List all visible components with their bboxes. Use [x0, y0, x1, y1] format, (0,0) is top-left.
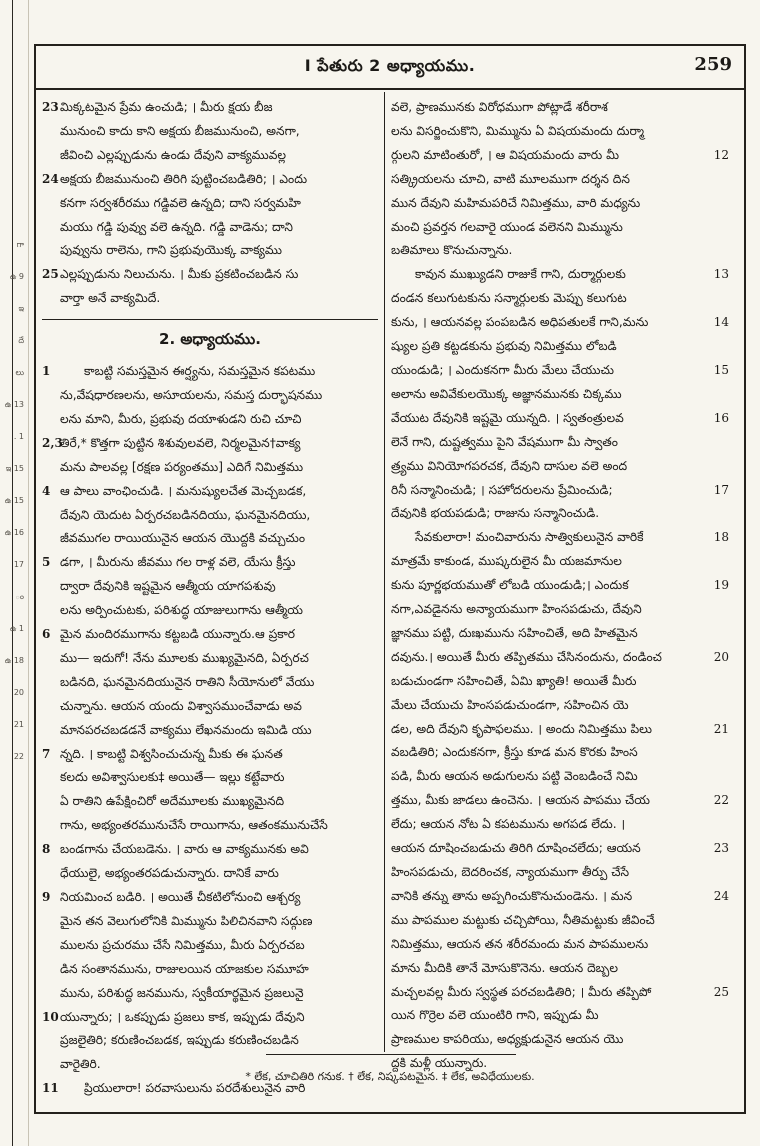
margin-mark: . 1: [13, 432, 24, 441]
verse-number: 25: [42, 267, 59, 282]
margin-mark: 21: [13, 720, 24, 729]
verse-text: మాను మీదికి తానే మోసుకొనెను. ఆయన దెబ్బల: [391, 960, 618, 975]
verse-line: [42, 575, 378, 599]
verse-text: ధేయులై, అభ్యంతరపడుచున్నారు. దానికే వారు: [60, 866, 279, 881]
verse-text: డిన సంతానమును, రాజులయిన యాజకుల సమూహ: [60, 961, 309, 976]
verse-text: ములను ప్రచురము చేసే నిమిత్తము, మీరు ఏర్పరచబ: [60, 937, 305, 952]
verse-line: [391, 431, 729, 455]
verse-line: [391, 502, 729, 526]
verse-text: దేవునికి భయపడుడి; రాజును సన్మానించుడి.: [391, 506, 600, 521]
verse-line: [391, 1028, 729, 1052]
verse-text: మను పాలవల్ల [రక్షణ పర్యంతము] ఎదిగే నిమిత్తము: [60, 459, 304, 474]
verse-line: [42, 647, 378, 671]
verse-number: 15: [713, 362, 729, 377]
verse-text: త్ర్యము వినియోగపరచక, దేవుని దాసుల వలె అంద: [391, 458, 628, 473]
verse-number: 16: [713, 410, 729, 425]
verse-text: దండన కలుగుటకును సన్మార్గులకు మెప్పు కలుగుట: [391, 291, 627, 306]
margin-mark: ఉ 9: [9, 272, 24, 281]
verse-line: [391, 694, 729, 718]
verse-text: డగా, । మీరును జీవము గల రాళ్ల వలె, యేసు క్రీస్తు: [60, 555, 296, 570]
verse-text: ద్వారా దేవునికి ఇష్టమైన ఆత్మీయ యాగపశువు: [60, 579, 276, 594]
verse-number: 22: [713, 793, 729, 808]
margin-mark: ఉ 13: [4, 400, 24, 409]
verse-text: మాత్రమే కాకుండ, ముష్కరులైన మీ యజమానుల: [391, 554, 622, 569]
verse-number: 19: [713, 578, 729, 593]
verse-text: ద్దకి మళ్లీ యున్నారు.: [391, 1056, 488, 1071]
verse-line: [42, 934, 378, 958]
right-column-verses: [391, 96, 729, 1076]
verse-number: 8: [42, 842, 51, 857]
verse-text: తిరే,* కొత్తగా పుట్టిన శిశువులవలె, నిర్మలమైన†వాక్య: [60, 435, 301, 450]
page-title: I పేతురు 2 అధ్యాయము.: [304, 56, 476, 75]
verse-number: 18: [713, 530, 729, 545]
margin-mark: ఇ: [18, 304, 24, 313]
verse-text: కాబట్టి సమస్తమైన ఈర్ష్యను, సమస్తమైన కపటము: [84, 364, 316, 379]
verse-text: మును, పరిశుద్ధ జనమును, స్వకీయార్థమైన ప్రజలునై: [60, 985, 304, 1000]
verse-number: 5: [42, 555, 51, 570]
verse-line: [391, 957, 729, 981]
verse-number: 13: [713, 267, 729, 282]
verse-text: దేవుని యెదుట ఏర్పరచబడినదియు, ఘనమైనదియు,: [60, 507, 311, 522]
verse-text: సేవకులారా! మంచివారును సాత్వికులునైన వారికే: [415, 530, 644, 545]
verse-line: [42, 432, 378, 456]
verse-text: ఏ రాతిని ఉపేక్షించిరో అదేమూలకు ముఖ్యమైనది: [60, 794, 285, 809]
margin-rule: [12, 0, 13, 1146]
verse-line: [391, 144, 729, 168]
verse-line: [42, 192, 378, 216]
verse-text: వబడితిరి; ఎందుకనగా, క్రీస్తు కూడ మన కొరకు హింస: [391, 745, 638, 760]
margin-mark: 22: [13, 752, 24, 761]
verse-number: 14: [713, 315, 729, 330]
verse-line: [391, 359, 729, 383]
verse-line: [391, 192, 729, 216]
right-column: [391, 96, 729, 1071]
verse-text: హింసపడుచు, బెదరించక, న్యాయముగా తీర్పు చేసే: [391, 865, 630, 879]
verse-line: [391, 311, 729, 335]
verse-text: లను అర్పించుటకు, పరిశుద్ధ యాజులుగాను ఆత్మీయ: [60, 603, 303, 618]
margin-mark: లు: [15, 368, 24, 377]
verse-text: జ్ఞానము పట్టి, దుఃఖమును సహించితే, అది హితమైన: [391, 625, 638, 640]
verse-line: [42, 599, 378, 623]
verse-text: వలె, ప్రాణమునకు విరోధముగా పోట్లాడే శరీరాశ: [391, 100, 608, 114]
verse-text: లను విసర్జించుకొని, మిమ్మును ఏ విషయమందు దుర్మా: [391, 123, 644, 138]
verse-number: 6: [42, 627, 51, 642]
verse-number: 23: [42, 100, 59, 114]
verse-number: 24: [713, 888, 729, 903]
verse-text: మైన మందిరముగాను కట్టబడి యున్నారు.ఆ ప్రకార: [60, 627, 296, 642]
verse-text: లెనే గాని, దుష్టత్వము పైని వేషముగా మీ స్వాతం: [391, 434, 618, 449]
left-column: [42, 96, 378, 1096]
verse-text: సత్క్రియలను చూచి, వాటి మూలముగా దర్శన దిన: [391, 171, 630, 186]
verse-text: వేయుట దేవునికి ఇష్టమై యున్నది. । స్వతంత్రులవ: [391, 410, 624, 425]
verse-text: బడినది, ఘనమైనదియునైన రాతిని సీయోనులో వేయు: [60, 674, 315, 689]
verse-text: వార్తా అనే వాక్యమిదే.: [60, 291, 161, 306]
verse-line: [42, 695, 378, 719]
verse-text: నిమిత్తము, ఆయన తన శరీరమందు మన పాపములను: [391, 936, 649, 951]
verse-line: [391, 383, 729, 407]
verse-line: [391, 598, 729, 622]
verse-number: 12: [713, 147, 729, 162]
footnotes: * లేక, చూచితిరి గనుక. † లేక, నిష్కపటమైన. ‡ లేక, అవిధేయులకు.: [245, 1070, 535, 1083]
verse-line: [391, 574, 729, 598]
verse-line: [42, 504, 378, 528]
verse-line: [42, 886, 378, 910]
verse-line: [42, 814, 378, 838]
verse-text: మయు గడ్డి పువ్వు వలె ఉన్నది. గడ్డి వాడెను; దాని: [60, 219, 293, 234]
verse-line: [42, 168, 378, 192]
verse-line: [42, 480, 378, 504]
verse-line: [42, 766, 378, 790]
column-divider: [384, 92, 385, 1052]
verse-line: [391, 718, 729, 742]
verse-number: 2,3: [42, 435, 63, 450]
verse-text: బడుచుండగా సహించితే, ఏమి ఖ్యాతి! అయితే మీరు: [391, 673, 637, 688]
margin-mark: ఉ 15: [4, 496, 24, 505]
left-column-verses-ch1: [42, 96, 378, 311]
page-number: 259: [694, 54, 732, 75]
verse-text: చున్నాను. ఆయన యందు విశ్వాసముంచేవాడు అవ: [60, 698, 302, 713]
verse-text: మానపరచబడడనే వాక్యము లేఖనమందు ఇమిడి యు: [60, 722, 312, 737]
verse-text: కును పూర్ణభయముతో లోబడి యుండుడి;। ఎందుక: [391, 578, 629, 593]
verse-line: [391, 789, 729, 813]
verse-text: గాను, అభ్యంతరమునుచేసే రాయిగాను, ఆతంకమునుచేసే: [60, 818, 328, 833]
verse-line: [42, 982, 378, 1006]
verse-text: మిక్కటమైన ప్రేమ ఉంచుడి; । మీరు క్షయ బీజ: [60, 100, 273, 114]
margin-mark: ఇ 15: [5, 464, 24, 473]
verse-text: మునుంచి కాదు కాని అక్షయ బీజమునుంచి, అనగా,: [60, 123, 300, 138]
margin-mark: ఉ 1: [9, 624, 24, 633]
verse-text: న్నది. । కాబట్టి విశ్వసించుచున్న మీకు ఈ ఘనత: [60, 746, 283, 761]
verse-text: కును, । ఆయనవల్ల పంపబడిన అధిపతులకే గాని,మను: [391, 315, 649, 330]
verse-text: దవును.। అయితే మీరు తప్పితము చేసినందును, దండించ: [391, 649, 662, 664]
verse-line: [391, 670, 729, 694]
verse-line: [391, 813, 729, 837]
verse-text: ర్గులని మాటింతురో, । ఆ విషయమందు వారు మీ: [391, 147, 620, 162]
verse-text: నియమించ బడిరి. । అయితే చీకటిలోనుంచి ఆశ్చర్య: [60, 890, 301, 904]
margin-mark: ం: [15, 592, 24, 601]
verse-line: [42, 408, 378, 432]
verse-line: [42, 527, 378, 551]
verse-text: త్తము, మీకు జాడలు ఉంచెను. । ఆయన పాపము చేయ: [391, 793, 650, 808]
verse-line: [42, 144, 378, 168]
verse-number: 23: [713, 841, 729, 856]
verse-text: ప్రజలైతిరి; కరుణించబడక, ఇప్పుడు కరుణించబడిన: [60, 1033, 299, 1048]
page-header: [36, 46, 744, 90]
verse-number: 7: [42, 746, 51, 761]
verse-line: [42, 96, 378, 120]
verse-line: [391, 885, 729, 909]
verse-line: [42, 790, 378, 814]
verse-text: యిన గొర్రెల వలె యుంటిరి గాని, ఇప్పుడు మీ: [391, 1008, 599, 1023]
verse-line: [42, 623, 378, 647]
verse-line: [391, 550, 729, 574]
verse-text: డల, అది దేవుని కృపాఫలము. । అందు నిమిత్తము పిలు: [391, 721, 652, 736]
verse-line: [42, 838, 378, 862]
verse-number: 10: [42, 1009, 59, 1024]
left-column-verses-ch2: [42, 360, 378, 1101]
verse-text: జీవించి ఎల్లప్పుడును ఉండు దేవుని వాక్యమువల్ల: [60, 147, 287, 162]
verse-text: కావున ముఖ్యుడని రాజుకే గాని, దుర్మార్గులకు: [415, 267, 626, 282]
verse-text: రినీ సన్మానించుడి; । సహోదరులను ప్రేమించుడి;: [391, 482, 613, 497]
margin-mark: 17: [13, 560, 24, 569]
verse-line: [391, 933, 729, 957]
verse-number: 9: [42, 890, 51, 904]
verse-line: [42, 671, 378, 695]
verse-text: కలదు అవిశ్వాసులకు‡ అయితే— ఇల్లు కట్టేవారు: [60, 770, 285, 785]
verse-line: [391, 239, 729, 263]
verse-text: జీవముగల రాయియునైన ఆయన యొద్దకి వచ్చుచుం: [60, 531, 306, 546]
verse-text: ము పాపముల మట్టుకు చచ్చిపోయి, నీతిమట్టుకు జీవించే: [391, 912, 655, 927]
verse-line: [391, 861, 729, 885]
verse-text: లేదు; ఆయన నోట ఏ కపటమును అగపడ లేదు. ।: [391, 817, 626, 832]
verse-text: పువ్వును రాలెను, గాని ప్రభువుయొక్క వాక్యము: [60, 243, 282, 258]
verse-line: [42, 216, 378, 240]
verse-text: కనగా సర్వశరీరము గడ్డివలె ఉన్నది; దాని సర్వమహి: [60, 195, 301, 210]
verse-text: ఆయన దూషించబడుచు తిరిగి దూషించలేదు; ఆయన: [391, 841, 641, 856]
verse-line: [391, 909, 729, 933]
verse-line: [391, 120, 729, 144]
verse-text: బండగాను చేయబడెను. । వారు ఆ వాక్యమునకు అవి: [60, 842, 309, 857]
verse-line: [42, 862, 378, 886]
verse-text: వానికి తన్ను తాను అప్పగించుకొనుచుండెను. । మన: [391, 888, 633, 903]
verse-line: [391, 96, 729, 120]
verse-line: [42, 360, 378, 384]
verse-text: లను మాని, మీరు, ప్రభువు దయాళుడని రుచి చూచి: [60, 411, 302, 426]
verse-text: ష్యుల ప్రతి కట్టడకును ప్రభువు నిమిత్తము లోబడి: [391, 339, 617, 354]
verse-text: వారైతిరి.: [60, 1057, 101, 1072]
verse-text: ను,వేషధారణలను, అసూయలను, సమస్త దుర్భాషనము: [60, 387, 323, 402]
verse-text: యుండుడి; । ఎందుకనగా మీరు మేలు చేయుచు: [391, 362, 614, 377]
verse-line: [42, 719, 378, 743]
verse-text: ప్రియులారా! పరవాసులును పరదేశులునైన వారి: [84, 1081, 306, 1096]
verse-line: [391, 216, 729, 240]
margin-mark: దే: [18, 336, 24, 345]
verse-line: [391, 287, 729, 311]
chapter-heading: 2. అధ్యాయము.: [42, 319, 378, 352]
page: [34, 44, 746, 1114]
verse-text: ఎల్లప్పుడును నిలుచును. । మీకు ప్రకటించబడిన సు: [60, 267, 299, 282]
verse-number: 21: [713, 721, 729, 736]
margin-mark: ఉ 18: [4, 656, 24, 665]
verse-number: 11: [42, 1081, 59, 1096]
verse-text: అక్షయ బీజమునుంచి తిరిగి పుట్టించబడితిరి; । ఎందు: [60, 171, 308, 186]
verse-text: ము— ఇదుగో! నేను మూలకు ముఖ్యమైనది, ఏర్పరచ: [60, 650, 309, 665]
verse-text: మైన తన వెలుగులోనికి మిమ్మును పిలిచినవాని సద్గుణ: [60, 913, 313, 928]
binding-margin: [0, 0, 29, 1146]
verse-text: మంచి ప్రవర్తన గలవారై యుండ వలెనని మిమ్మును: [391, 219, 623, 234]
verse-text: మచ్చలవల్ల మీరు స్వస్థత పరచబడితిరి; । మీరు తప్పిపో: [391, 984, 652, 999]
verse-line: [391, 335, 729, 359]
verse-number: 24: [42, 171, 59, 186]
verse-line: [42, 1029, 378, 1053]
verse-line: [42, 456, 378, 480]
verse-text: ప్రాణముల కాపరియు, అధ్యక్షుడునైన ఆయన యొ: [391, 1032, 624, 1047]
verse-line: [391, 455, 729, 479]
verse-text: ఆ పాలు వాంఛించుడి. । మనుష్యులచేత మెచ్చబడక,: [60, 483, 307, 498]
verse-number: 1: [42, 364, 51, 379]
verse-number: 17: [713, 482, 729, 497]
verse-text: యున్నారు; । ఒకప్పుడు ప్రజలు కాక, ఇప్పుడు దేవుని: [60, 1009, 305, 1024]
verse-line: [42, 287, 378, 311]
verse-line: [391, 168, 729, 192]
verse-line: [391, 479, 729, 503]
verse-line: [42, 384, 378, 408]
verse-line: [391, 765, 729, 789]
margin-mark: ఉ 16: [4, 528, 24, 537]
verse-text: మున దేవుని మహిమపరిచే నిమిత్తము, వారి మధ్యను: [391, 195, 641, 210]
verse-text: పడి, మీరు ఆయన అడుగులను పట్టి వెంబడించే నిమి: [391, 769, 638, 784]
verse-number: 20: [713, 649, 729, 664]
verse-line: [42, 239, 378, 263]
verse-line: [42, 958, 378, 982]
verse-line: [42, 910, 378, 934]
footnote-rule: [266, 1054, 516, 1055]
verse-line: [391, 263, 729, 287]
verse-line: [391, 407, 729, 431]
verse-line: [391, 622, 729, 646]
verse-line: [42, 263, 378, 287]
margin-mark: గా: [16, 240, 24, 249]
verse-line: [42, 743, 378, 767]
verse-line: [42, 120, 378, 144]
verse-line: [391, 837, 729, 861]
verse-line: [391, 526, 729, 550]
verse-text: అలాను అవివేకులయొక్క అజ్ఞానమునకు చిక్కము: [391, 386, 622, 401]
verse-line: [391, 741, 729, 765]
verse-number: 4: [42, 483, 51, 498]
verse-text: మేలు చేయుచు హింసపడుచుండగా, సహించిన యె: [391, 697, 629, 712]
verse-line: [42, 551, 378, 575]
verse-line: [391, 1004, 729, 1028]
verse-text: బతిమాలు కొనుచున్నాను.: [391, 243, 513, 258]
verse-text: నగా,ఎవడైనను అన్యాయముగా హింసపడుచు, దేవుని: [391, 602, 642, 617]
margin-mark: 20: [13, 688, 24, 697]
verse-line: [391, 646, 729, 670]
verse-number: 25: [713, 984, 729, 999]
verse-line: [42, 1006, 378, 1030]
verse-line: [391, 981, 729, 1005]
